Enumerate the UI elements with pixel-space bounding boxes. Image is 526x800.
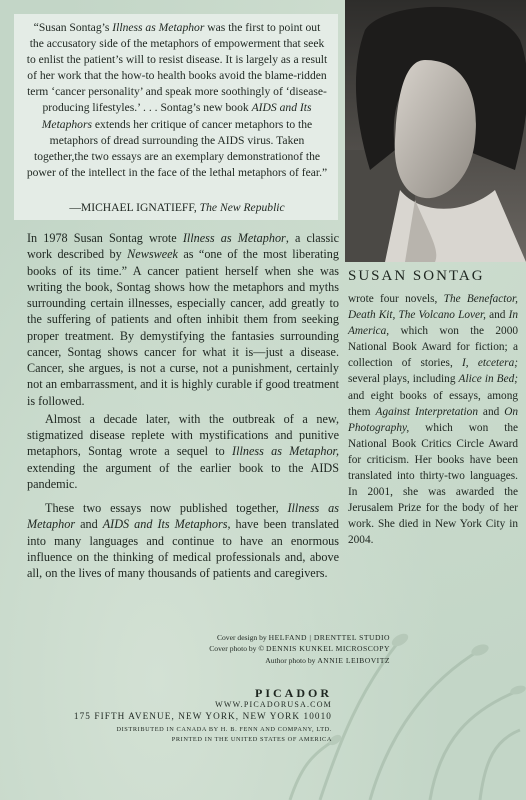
printed-in: PRINTED IN THE UNITED STATES OF AMERICA xyxy=(171,736,332,743)
author-photo xyxy=(345,0,526,262)
distribution-notice xyxy=(24,725,332,745)
cover-design-credit: Cover design by HELFAND | DRENTTEL STUDIO xyxy=(216,633,390,642)
author-bio: wrote four novels, The Benefactor, Death Kit, The Volcano Lover, and In America, which won the 2000 National Book Award for fiction; a collection of stories, I, etcetera; several plays, including Alice in Bed; and eight books of essays, among them Against Interpretation and On Photography, which won the National Book Critics Circle Award for criticism. Her books have been translated into thirty-two languages. In 2001, she was awarded the Jerusalem Prize for the body of her work. She died in New York City in 2004. xyxy=(348,293,519,547)
publisher-address: 175 FIFTH AVENUE, NEW YORK, NEW YORK 10010 xyxy=(73,711,332,721)
canada-distribution: DISTRIBUTED IN CANADA BY H. B. FENN AND COMPANY, LTD. xyxy=(116,726,332,733)
publisher-logo: PICADOR xyxy=(255,686,332,700)
review-attribution: —MICHAEL IGNATIEFF, The New Republic xyxy=(69,201,285,214)
description-text xyxy=(27,230,339,581)
author-name: SUSAN SONTAG xyxy=(348,268,485,284)
cover-credits xyxy=(0,632,390,666)
author-photo-credit: Author photo by ANNIE LEIBOVITZ xyxy=(265,655,390,665)
description-paragraph: In 1978 Susan Sontag wrote Illness as Metaphor, a classic work described by Newsweek as “one of the most liberating books of its time.” A cancer patient herself when she was writing the book, Sontag shows how the metaphors and myths surrounding certain illnesses, especially cancer, add greatly to the suffering of patients and often inhibit them from seeking proper treatment. By demystifying the fantasies surrounding cancer, Sontag shows cancer for what it is—just a disease. Cancer, she argues, is not a curse, not a punishment, certainly not an embarrassment, and it is highly curable if good treatment is followed. xyxy=(27,231,339,408)
review-quote: “Susan Sontag’s Illness as Metaphor was the first to point out the accusatory side of the metaphors of empowerment that seek to enlist the patient’s will to resist disease. It is largely as a result of her work that the how-to health books avoid the blame-ridden term ‘cancer personality’ and speak more soothingly of ‘disease-producing lifestyles.’ . . . Sontag’s new book AIDS and Its Metaphors extends her critique of cancer metaphors to the metaphors of dread surrounding the AIDS virus. Taken together,the two essays are an exemplary demonstrationof the power of the intellect in the face of the lethal metaphors of fear.” xyxy=(26,21,328,179)
description-paragraph: These two essays now published together, Illness as Metaphor and AIDS and Its Metaphors, have been translated into many languages and continue to have an enormous influence on the thinking of medical professionals and, above all, on the lives of many thousands of patients and caregivers. xyxy=(27,501,339,580)
description-paragraph: Almost a decade later, with the outbreak of a new, stigmatized disease replete with mystifications and punitive metaphors, Sontag wrote a sequel to Illness as Metaphor, extending the argument of the earlier book to the AIDS pandemic. xyxy=(27,411,339,491)
cover-photo-credit: Cover photo by © DENNIS KUNKEL MICROSCOPY xyxy=(209,644,390,654)
publisher-website: WWW.PICADORUSA.COM xyxy=(215,700,332,709)
